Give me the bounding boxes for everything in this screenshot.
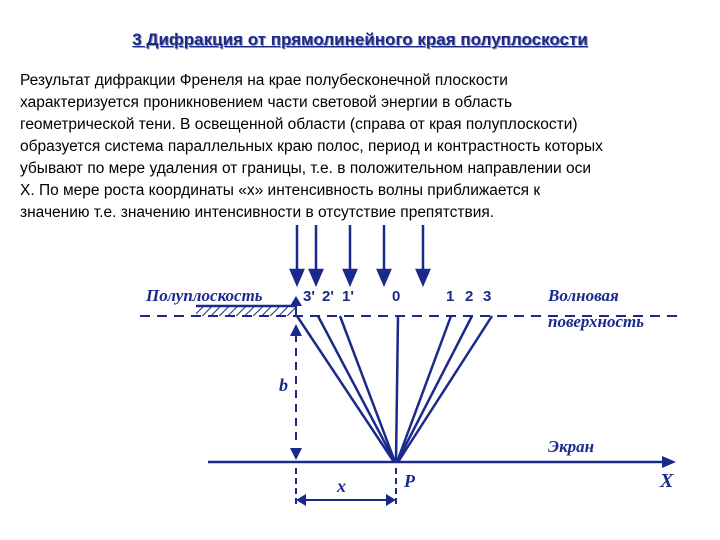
slide-title: 3 Дифракция от прямолинейного края полуплоскости xyxy=(132,30,588,49)
paragraph-line: Результат дифракции Френеля на крае полубесконечной плоскости xyxy=(20,72,508,89)
x-arrow-left xyxy=(296,494,306,506)
paragraph-line: образуется система параллельных краю полос, период и контрастность которых xyxy=(20,138,603,155)
incident-arrow-head xyxy=(291,270,303,284)
zone-label-3: 3 xyxy=(483,288,492,305)
axis-X-label: X xyxy=(660,470,674,492)
zone-label-2: 2 xyxy=(465,288,474,305)
zone-label-0: 0 xyxy=(392,288,401,305)
incident-arrow-head xyxy=(310,270,322,284)
half-plane-hatch xyxy=(196,306,296,316)
b-label: b xyxy=(279,375,288,395)
paragraph-line: значению т.е. значению интенсивности в отсутствие препятствия. xyxy=(20,204,495,221)
incident-arrow-head xyxy=(417,270,429,284)
ray-2-prime xyxy=(318,316,395,462)
zone-label-3-prime: 3' xyxy=(303,288,315,305)
incident-arrow-head xyxy=(378,270,390,284)
paragraph-line: убывают по мере удаления от границы, т.е. в положительном направлении оси xyxy=(20,160,592,177)
b-arrow-top xyxy=(290,324,302,336)
wave-surface-label-line1: Волновая xyxy=(548,286,619,305)
half-plane-label: Полуплоскость xyxy=(146,286,263,305)
screen-label: Экран xyxy=(548,437,595,456)
incident-arrows xyxy=(291,225,429,284)
x-axis-arrow-head xyxy=(662,456,676,468)
ray-1-prime xyxy=(340,316,395,462)
diffraction-rays xyxy=(297,316,492,462)
wave-surface-label-line2: поверхность xyxy=(548,312,645,331)
paragraph-line: X. По мере роста координаты «х» интенсивность волны приближается к xyxy=(20,182,541,199)
zone-label-1: 1 xyxy=(446,288,455,305)
x-label: x xyxy=(337,476,346,496)
ray-2 xyxy=(397,316,472,462)
point-P-label: P xyxy=(404,471,415,491)
edge-arrow-head xyxy=(290,296,302,306)
x-arrow-right xyxy=(386,494,396,506)
paragraph-line: характеризуется проникновением части световой энергии в область xyxy=(20,94,513,111)
ray-3 xyxy=(398,316,492,462)
incident-arrow-head xyxy=(344,270,356,284)
ray-1 xyxy=(397,316,451,462)
zone-label-2-prime: 2' xyxy=(322,288,334,305)
paragraph-line: геометрической тени. В освещенной области (справа от края полуплоскости) xyxy=(20,116,578,133)
ray-3-prime xyxy=(297,316,394,462)
b-arrow-bottom xyxy=(290,448,302,460)
ray-0 xyxy=(396,316,398,462)
zone-label-1-prime: 1' xyxy=(342,288,354,305)
